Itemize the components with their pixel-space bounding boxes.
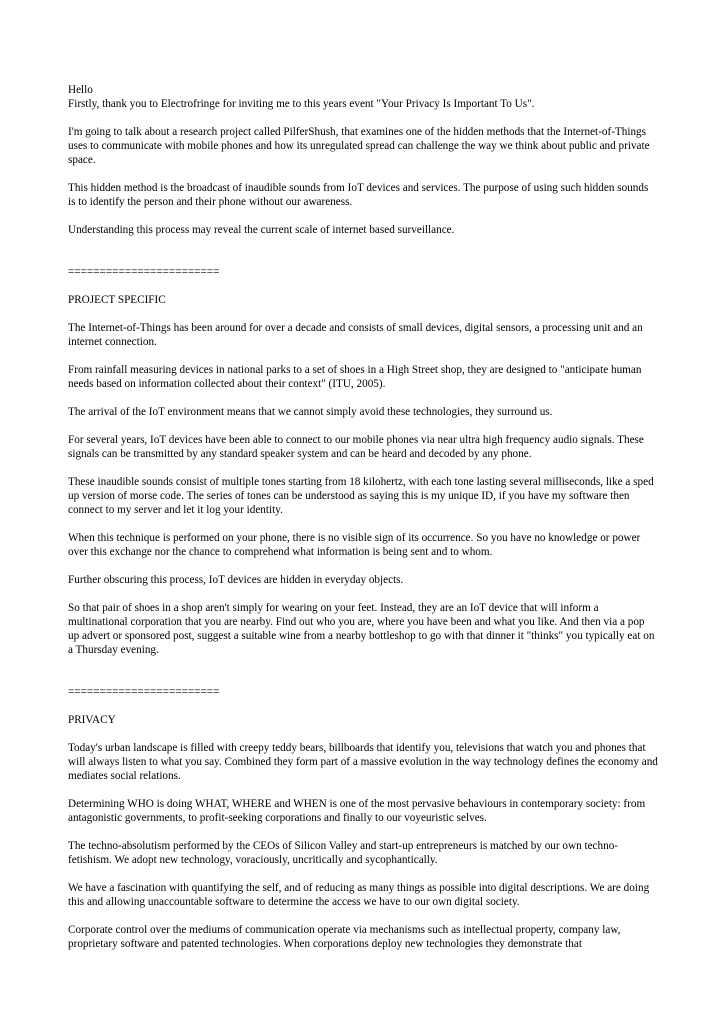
project-paragraph: From rainfall measuring devices in national parks to a set of shoes in a High Street shop, they are designed to "anticipate human needs based on information collected about their context" (ITU, 2005). <box>68 364 642 390</box>
project-paragraph: Further obscuring this process, IoT devices are hidden in everyday objects. <box>68 574 404 586</box>
thanks-paragraph: Firstly, thank you to Electrofringe for inviting me to this years event "Your Privacy Is Important To Us". <box>68 98 535 110</box>
intro-paragraph-1: I'm going to talk about a research project called PilferShush, that examines one of the hidden methods that the Internet-of-Things uses to communicate with mobile phones and how its unregulated spread can challenge the way we think about public and private space. <box>68 126 650 166</box>
project-paragraph: These inaudible sounds consist of multiple tones starting from 18 kilohertz, with each tone lasting several milliseconds, like a sped up version of morse code. The series of tones can be understood as saying this is my unique ID, if you have my software then connect to my server and let it log your identity. <box>68 476 654 516</box>
section-heading-project: PROJECT SPECIFIC <box>68 294 166 306</box>
document-page <box>68 83 658 965</box>
intro-paragraph-3: Understanding this process may reveal the current scale of internet based surveillance. <box>68 224 455 236</box>
intro-paragraph-2: This hidden method is the broadcast of inaudible sounds from IoT devices and services. The purpose of using such hidden sounds is to identify the person and their phone without our awareness. <box>68 182 649 208</box>
greeting: Hello <box>68 84 93 96</box>
section-heading-privacy: PRIVACY <box>68 714 116 726</box>
spacer <box>68 671 658 685</box>
section-divider: ======================== <box>68 266 220 278</box>
project-paragraph: So that pair of shoes in a shop aren't simply for wearing on your feet. Instead, they are an IoT device that will inform a multinational corporation that you are nearby. Find out who you are, where you have been and what you like. And then via a pop up advert or sponsored post, suggest a suitable wine from a nearby bottleshop to go with that dinner it "thinks" you typically eat on a Thursday evening. <box>68 602 655 656</box>
privacy-paragraph: Determining WHO is doing WHAT, WHERE and WHEN is one of the most pervasive behaviours in contemporary society: from antagonistic governments, to profit-seeking corporations and finally to our voyeuristic selves. <box>68 798 646 824</box>
privacy-paragraph: Corporate control over the mediums of communication operate via mechanisms such as intellectual property, company law, proprietary software and patented technologies. When corporations deploy new technologies they demonstrate that <box>68 924 621 950</box>
project-paragraph: When this technique is performed on your phone, there is no visible sign of its occurrence. So you have no knowledge or power over this exchange nor the chance to comprehend what information is being sent and to whom. <box>68 532 641 558</box>
project-paragraph: The Internet-of-Things has been around for over a decade and consists of small devices, digital sensors, a processing unit and an internet connection. <box>68 322 643 348</box>
privacy-paragraph: The techno-absolutism performed by the CEOs of Silicon Valley and start-up entrepreneurs is matched by our own techno-fetishism. We adopt new technology, voraciously, uncritically and sycophantically. <box>68 840 619 866</box>
privacy-paragraph: Today's urban landscape is filled with creepy teddy bears, billboards that identify you, televisions that watch you and phones that will always listen to what you say. Combined they form part of a massive evolution in the way technology defines the economy and mediates social relations. <box>68 742 658 782</box>
project-paragraph: For several years, IoT devices have been able to connect to our mobile phones via near ultra high frequency audio signals. These signals can be transmitted by any standard speaker system and can be heard and decoded by any phone. <box>68 434 644 460</box>
privacy-paragraph: We have a fascination with quantifying the self, and of reducing as many things as possible into digital descriptions. We are doing this and allowing unaccountable software to determine the access we have to our own digital society. <box>68 882 650 908</box>
section-divider: ======================== <box>68 686 220 698</box>
spacer <box>68 251 658 265</box>
project-paragraph: The arrival of the IoT environment means that we cannot simply avoid these technologies, they surround us. <box>68 406 553 418</box>
